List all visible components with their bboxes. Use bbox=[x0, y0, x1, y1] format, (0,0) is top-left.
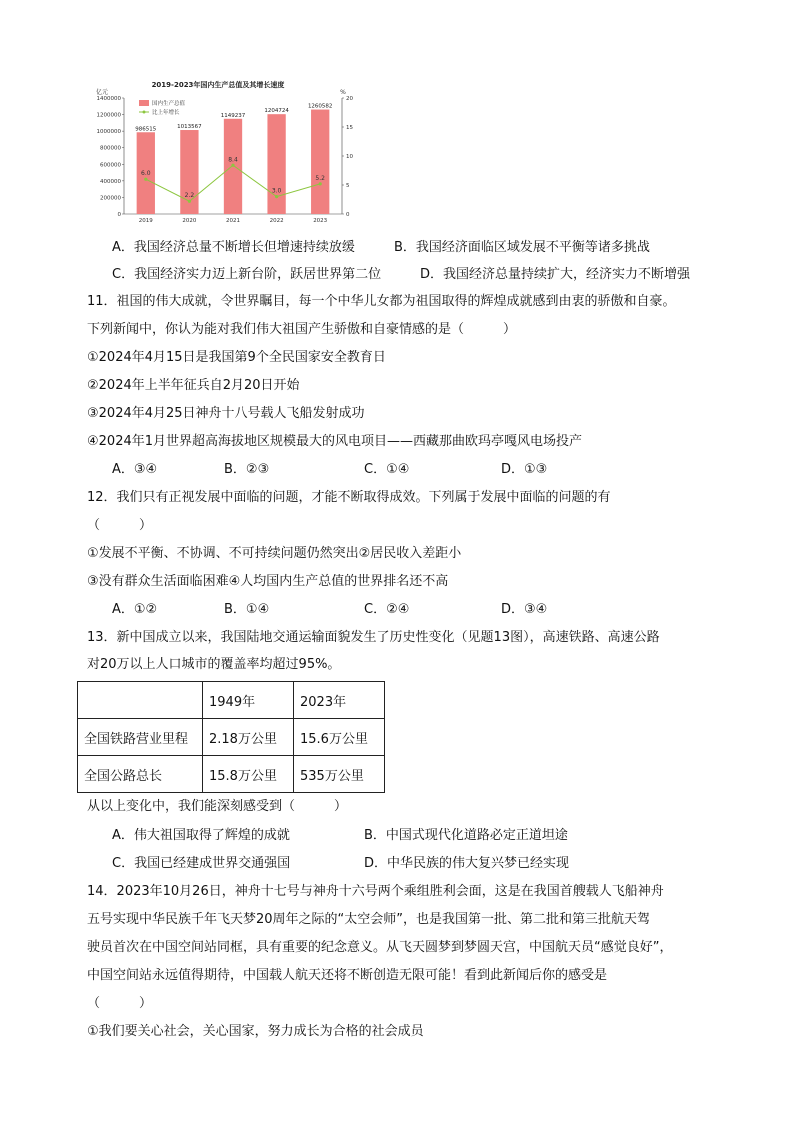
q12-option-a: A．①② bbox=[112, 602, 158, 617]
q11-option-b: B．②③ bbox=[224, 462, 270, 477]
x-axis-tick-label: 2023 bbox=[313, 218, 328, 224]
table-header-cell: 2023年 bbox=[294, 682, 385, 719]
left-axis-tick-label: 0 bbox=[117, 212, 121, 218]
q11-stem-cont: 下列新闻中，你认为能对我们伟大祖国产生骄傲和自豪情感的是（ ） bbox=[87, 322, 517, 337]
q13-stem-cont: 对20万以上人口城市的覆盖率均超过95%。 bbox=[87, 657, 341, 672]
q11-item-2: ②2024年上半年征兵自2月20日开始 bbox=[87, 378, 300, 393]
q13-stem: 13．新中国成立以来，我国陆地交通运输面貌发生了历史性变化（见题13图），高速铁路、高速公路 bbox=[87, 630, 660, 645]
q10-option-b: B．我国经济面临区域发展不平衡等诸多挑战 bbox=[394, 240, 650, 255]
x-axis-tick-label: 2022 bbox=[269, 218, 284, 224]
q13-prompt: 从以上变化中，我们能深刻感受到（ ） bbox=[87, 799, 348, 814]
legend-swatch-bars bbox=[139, 100, 149, 106]
q11-stem: 11．祖国的伟大成就，令世界瞩目，每一个中华儿女都为祖国取得的辉煌成就感到由衷的骄傲和自豪。 bbox=[87, 294, 676, 309]
table-header-cell bbox=[78, 682, 203, 719]
left-axis-unit: 亿元 bbox=[95, 89, 109, 96]
growth-point-label: 8.4 bbox=[228, 156, 238, 164]
q12-option-d: D．③④ bbox=[501, 602, 548, 617]
table-cell: 15.8万公里 bbox=[203, 756, 294, 793]
growth-point bbox=[319, 182, 322, 185]
left-axis-tick-label: 800000 bbox=[100, 145, 121, 152]
gdp-bar-label: 986515 bbox=[135, 126, 157, 133]
q11-option-d: D．①③ bbox=[501, 462, 548, 477]
transport-table bbox=[77, 681, 385, 793]
left-axis-tick-label: 600000 bbox=[100, 162, 121, 169]
table-row bbox=[78, 719, 385, 756]
q14-item-1: ①我们要关心社会，关心国家，努力成长为合格的社会成员 bbox=[87, 1024, 424, 1039]
q11-option-a: A．③④ bbox=[112, 462, 158, 477]
growth-point-label: 6.0 bbox=[141, 170, 151, 178]
q12-answer-paren: （ ） bbox=[87, 518, 153, 533]
q13-option-c: C．我国已经建成世界交通强国 bbox=[112, 856, 291, 871]
gdp-bar bbox=[311, 110, 329, 214]
table-cell: 15.6万公里 bbox=[294, 719, 385, 756]
gdp-bar-label: 1149237 bbox=[220, 112, 246, 119]
right-axis-tick-label: 15 bbox=[346, 125, 353, 131]
growth-point bbox=[275, 195, 278, 198]
gdp-bar-label: 1204724 bbox=[264, 108, 289, 115]
right-axis-tick-label: 5 bbox=[346, 183, 350, 189]
chart-legend bbox=[139, 99, 186, 116]
q13-option-b: B．中国式现代化道路必定正道坦途 bbox=[364, 828, 568, 843]
growth-point bbox=[188, 200, 191, 203]
q12-stem: 12．我们只有正视发展中面临的问题，才能不断取得成效。下列属于发展中面临的问题的有 bbox=[87, 490, 611, 505]
growth-point bbox=[144, 178, 147, 181]
right-axis-tick-label: 0 bbox=[346, 212, 350, 218]
q12-items-line-2: ③没有群众生活面临困难④人均国内生产总值的世界排名还不高 bbox=[87, 574, 449, 589]
gdp-chart bbox=[84, 76, 352, 226]
table-row bbox=[78, 756, 385, 793]
q11-item-4: ④2024年1月世界超高海拔地区规模最大的风电项目——西藏那曲欧玛亭嘎风电场投产 bbox=[87, 434, 583, 449]
table-cell: 全国公路总长 bbox=[78, 756, 203, 793]
right-axis-tick-label: 10 bbox=[346, 154, 353, 160]
gdp-bar-label: 1013567 bbox=[177, 124, 202, 131]
right-axis-tick-label: 20 bbox=[346, 96, 353, 102]
gdp-chart-svg bbox=[84, 76, 352, 226]
left-axis-tick-label: 1200000 bbox=[96, 112, 121, 119]
table-header-cell: 1949年 bbox=[203, 682, 294, 719]
gdp-bar-label: 1260582 bbox=[307, 103, 333, 110]
q11-item-1: ①2024年4月15日是我国第9个全民国家安全教育日 bbox=[87, 350, 386, 365]
q10-option-a: A．我国经济总量不断增长但增速持续放缓 bbox=[112, 240, 355, 255]
q13-option-a: A．伟大祖国取得了辉煌的成就 bbox=[112, 828, 290, 843]
q11-option-c: C．①④ bbox=[364, 462, 410, 477]
right-axis-unit: % bbox=[340, 89, 346, 96]
q14-stem-line-2: 五号实现中华民族千年飞天梦20周年之际的“太空会师”，也是我国第一批、第二批和第三批航天驾 bbox=[87, 912, 651, 927]
q10-option-c: C．我国经济实力迈上新台阶，跃居世界第二位 bbox=[112, 267, 382, 282]
table-cell: 全国铁路营业里程 bbox=[78, 719, 203, 756]
left-axis-tick-label: 1400000 bbox=[96, 96, 121, 102]
x-axis-tick-label: 2019 bbox=[138, 218, 153, 224]
left-axis-tick-label: 1000000 bbox=[96, 129, 121, 136]
growth-point bbox=[231, 164, 234, 167]
legend-swatch-dot bbox=[143, 111, 146, 114]
q11-item-3: ③2024年4月25日神舟十八号载人飞船发射成功 bbox=[87, 406, 365, 421]
chart-title: 2019-2023年国内生产总值及其增长速度 bbox=[151, 81, 285, 89]
q14-stem-line-4: 中国空间站永远值得期待，中国载人航天还将不断创造无限可能！看到此新闻后你的感受是 bbox=[87, 968, 608, 983]
table-header-row bbox=[78, 682, 385, 719]
left-axis-tick-label: 400000 bbox=[100, 178, 121, 185]
x-axis-tick-label: 2021 bbox=[226, 218, 240, 224]
gdp-bar bbox=[267, 114, 285, 214]
growth-point-label: 5.2 bbox=[315, 174, 325, 182]
table-cell: 535万公里 bbox=[294, 756, 385, 793]
q12-option-c: C．②④ bbox=[364, 602, 410, 617]
q14-stem-line-1: 14．2023年10月26日，神舟十七号与神舟十六号两个乘组胜利会面，这是在我国首艘载人飞船神舟 bbox=[87, 884, 664, 899]
growth-point-label: 2.2 bbox=[184, 192, 195, 200]
left-axis-tick-label: 200000 bbox=[100, 195, 121, 202]
table-cell: 2.18万公里 bbox=[203, 719, 294, 756]
q14-answer-paren: （ ） bbox=[87, 996, 153, 1011]
q12-option-b: B．①④ bbox=[224, 602, 270, 617]
q10-option-d: D．我国经济总量持续扩大，经济实力不断增强 bbox=[420, 267, 691, 282]
legend-label-line: 比上年增长 bbox=[152, 110, 180, 116]
legend-label-bars: 国内生产总值 bbox=[152, 101, 186, 107]
q14-stem-line-3: 驶员首次在中国空间站同框，具有重要的纪念意义。从飞天圆梦到梦圆天宫，中国航天员“感觉良好”， bbox=[87, 940, 673, 955]
growth-point-label: 3.0 bbox=[271, 187, 282, 195]
x-axis-tick-label: 2020 bbox=[182, 218, 197, 224]
q13-option-d: D．中华民族的伟大复兴梦已经实现 bbox=[364, 856, 570, 871]
q12-items-line-1: ①发展不平衡、不协调、不可持续问题仍然突出②居民收入差距小 bbox=[87, 546, 462, 561]
